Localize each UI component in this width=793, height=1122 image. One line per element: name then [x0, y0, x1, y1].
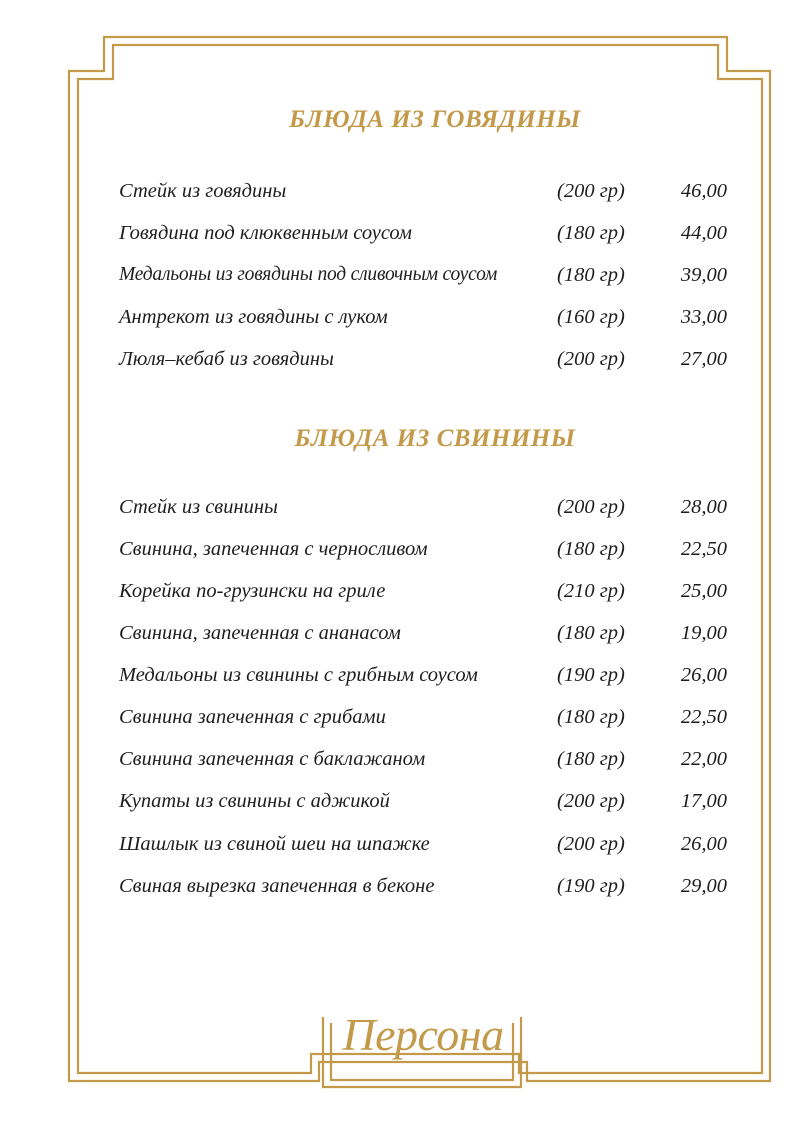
- item-name: Свинина, запеченная с черносливом: [119, 538, 428, 560]
- item-weight: (200 гр): [557, 790, 625, 812]
- item-price: 29,00: [680, 875, 727, 897]
- item-name: Корейка по-грузински на гриле: [119, 580, 386, 602]
- item-price: 22,50: [680, 706, 727, 728]
- section-title-beef: БЛЮДА ИЗ ГОВЯДИНЫ: [289, 106, 581, 133]
- menu-item: [0, 622, 793, 652]
- menu-item: [0, 348, 793, 378]
- item-price: 17,00: [680, 790, 727, 812]
- menu-item: [0, 264, 793, 294]
- item-price: 26,00: [680, 833, 727, 855]
- item-price: 39,00: [680, 264, 727, 286]
- item-price: 46,00: [680, 180, 727, 202]
- item-weight: (190 гр): [557, 875, 625, 897]
- item-price: 26,00: [680, 664, 727, 686]
- menu-item: [0, 706, 793, 736]
- item-name: Медальоны из свинины с грибным соусом: [119, 664, 478, 686]
- item-price: 22,50: [680, 538, 727, 560]
- menu-item: [0, 580, 793, 610]
- item-name: Свинина, запеченная с ананасом: [119, 622, 401, 644]
- item-weight: (190 гр): [557, 664, 625, 686]
- item-name: Антрекот из говядины с луком: [119, 306, 388, 328]
- menu-item: [0, 664, 793, 694]
- item-weight: (180 гр): [557, 748, 625, 770]
- item-name: Купаты из свинины с аджикой: [119, 790, 390, 812]
- section-title-pork: БЛЮДА ИЗ СВИНИНЫ: [294, 425, 576, 452]
- menu-item: [0, 496, 793, 526]
- item-weight: (200 гр): [557, 180, 625, 202]
- item-price: 28,00: [680, 496, 727, 518]
- persona-logo: Персона: [342, 1009, 504, 1060]
- item-name: Медальоны из говядины под сливочным соусом: [119, 264, 498, 285]
- menu-item: [0, 748, 793, 778]
- item-name: Свинина запеченная с баклажаном: [119, 748, 426, 770]
- menu-item: [0, 790, 793, 820]
- item-weight: (180 гр): [557, 264, 625, 286]
- menu-item: [0, 222, 793, 252]
- item-name: Свиная вырезка запеченная в беконе: [119, 875, 435, 897]
- item-weight: (200 гр): [557, 348, 625, 370]
- item-price: 27,00: [680, 348, 727, 370]
- item-name: Шашлык из свиной шеи на шпажке: [119, 833, 430, 855]
- item-price: 33,00: [680, 306, 727, 328]
- item-weight: (200 гр): [557, 833, 625, 855]
- item-name: Люля–кебаб из говядины: [119, 348, 334, 370]
- item-price: 25,00: [680, 580, 727, 602]
- item-name: Говядина под клюквенным соусом: [119, 222, 412, 244]
- item-price: 19,00: [680, 622, 727, 644]
- menu-item: [0, 833, 793, 863]
- item-weight: (180 гр): [557, 622, 625, 644]
- item-weight: (210 гр): [557, 580, 625, 602]
- item-weight: (200 гр): [557, 496, 625, 518]
- item-name: Свинина запеченная с грибами: [119, 706, 386, 728]
- item-name: Стейк из говядины: [119, 180, 287, 202]
- item-weight: (160 гр): [557, 306, 625, 328]
- menu-item: [0, 538, 793, 568]
- item-weight: (180 гр): [557, 706, 625, 728]
- item-weight: (180 гр): [557, 222, 625, 244]
- menu-item: [0, 875, 793, 905]
- menu-item: [0, 306, 793, 336]
- item-price: 22,00: [680, 748, 727, 770]
- item-price: 44,00: [680, 222, 727, 244]
- item-weight: (180 гр): [557, 538, 625, 560]
- item-name: Стейк из свинины: [119, 496, 278, 518]
- menu-item: [0, 180, 793, 210]
